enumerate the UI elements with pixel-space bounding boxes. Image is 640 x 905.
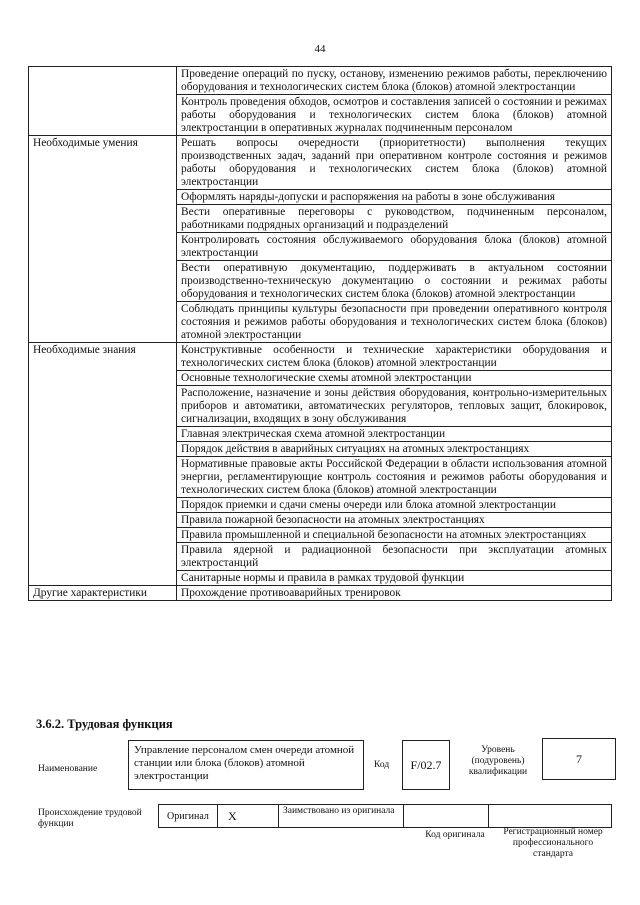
origin-label: Происхождение трудовой функции <box>38 808 142 829</box>
row-label <box>29 67 177 136</box>
level-label: Уровень (подуровень) квалификации <box>468 745 528 777</box>
row-text: Соблюдать принципы культуры безопасности при проведении оперативного контроля состояния и режимов работы оборудования и технологических систем блока (блоков) атомной электростанции <box>177 302 612 343</box>
table-row <box>29 67 612 95</box>
row-text: Решать вопросы очередности (приоритетности) выполнения текущих производственных задач, заданий при оперативном контроле состояния и режимов работы оборудования и технологических систем блока (блоков) атомной электростанции <box>177 136 612 190</box>
code-original-cell <box>403 804 489 828</box>
section-heading: 3.6.2. Трудовая функция <box>36 717 173 731</box>
row-label: Другие характеристики <box>29 586 177 601</box>
row-text: Контроль проведения обходов, осмотров и составления записей о состоянии и режимах работы оборудования и технологических систем блока (блоков) атомной электростанции в оперативных журналах подчиненным персоналом <box>177 95 612 136</box>
code-value: F/02.7 <box>410 757 442 772</box>
level-box <box>542 738 616 780</box>
original-mark-cell <box>217 804 279 828</box>
function-name-value: Управление персоналом смен очереди атомной станции или блока (блоков) атомной электростанции <box>134 744 355 782</box>
row-text: Правила пожарной безопасности на атомных электростанциях <box>177 513 612 528</box>
row-text: Конструктивные особенности и технические характеристики оборудования и технологических систем блока (блоков) атомной электростанции <box>177 343 612 371</box>
original-mark: X <box>228 808 237 823</box>
original-cell <box>158 804 218 828</box>
row-text: Главная электрическая схема атомной электростанции <box>177 427 612 442</box>
borrowed-label: Заимствовано из оригинала <box>283 806 395 816</box>
row-label: Необходимые знания <box>29 343 177 586</box>
reg-number-label: Регистрационный номер профессионального стандарта <box>503 827 603 859</box>
code-original-label: Код оригинала <box>425 830 485 840</box>
skills-table <box>28 66 612 601</box>
row-text: Проведение операций по пуску, останову, изменению режимов работы, переключению оборудования и технологических систем блока (блоков) атомной электростанции <box>177 67 612 95</box>
origin-row <box>158 804 614 828</box>
row-text: Оформлять наряды-допуски и распоряжения на работы в зоне обслуживания <box>177 190 612 205</box>
table-row <box>29 136 612 190</box>
row-text: Порядок приемки и сдачи смены очереди или блока атомной электростанции <box>177 498 612 513</box>
name-label: Наименование <box>38 764 98 774</box>
row-text: Вести оперативные переговоры с руководством, подчиненным персоналом, работниками подрядных организаций и подразделений <box>177 205 612 233</box>
row-text: Расположение, назначение и зоны действия оборудования, контрольно-измерительных приборов и автоматики, автоматических регуляторов, тепловых защит, блокировок, сигнализации, входящих в зону обслуживания <box>177 386 612 427</box>
table-row <box>29 343 612 371</box>
table-row <box>29 586 612 601</box>
page-number: 44 <box>314 43 326 55</box>
row-text: Порядок действия в аварийных ситуациях на атомных электростанциях <box>177 442 612 457</box>
original-label: Оригинал <box>167 810 209 822</box>
row-text: Правила ядерной и радиационной безопасности при эксплуатации атомных электростанций <box>177 543 612 571</box>
row-text: Контролировать состояния обслуживаемого оборудования блока (блоков) атомной электростанции <box>177 233 612 261</box>
row-text: Основные технологические схемы атомной электростанции <box>177 371 612 386</box>
row-text: Вести оперативную документацию, поддерживать в актуальном состоянии производственно-техническую документацию о состоянии и режимах работы оборудования и технологических систем блока (блоков) атомной электростанции <box>177 261 612 302</box>
row-text: Прохождение противоаварийных тренировок <box>177 586 612 601</box>
reg-number-cell <box>488 804 612 828</box>
borrowed-cell <box>278 804 404 828</box>
code-box <box>402 740 450 790</box>
code-label: Код <box>374 760 390 770</box>
skills-table-body <box>29 67 612 601</box>
row-text: Санитарные нормы и правила в рамках трудовой функции <box>177 571 612 586</box>
row-label: Необходимые умения <box>29 136 177 343</box>
level-value: 7 <box>576 751 582 766</box>
function-name-box <box>128 740 364 790</box>
row-text: Правила промышленной и специальной безопасности на атомных электростанциях <box>177 528 612 543</box>
row-text: Нормативные правовые акты Российской Федерации в области использования атомной энергии, регламентирующие контроль состояния и режимов работы оборудования и технологических систем блока (блоков) атомной электростанции <box>177 457 612 498</box>
